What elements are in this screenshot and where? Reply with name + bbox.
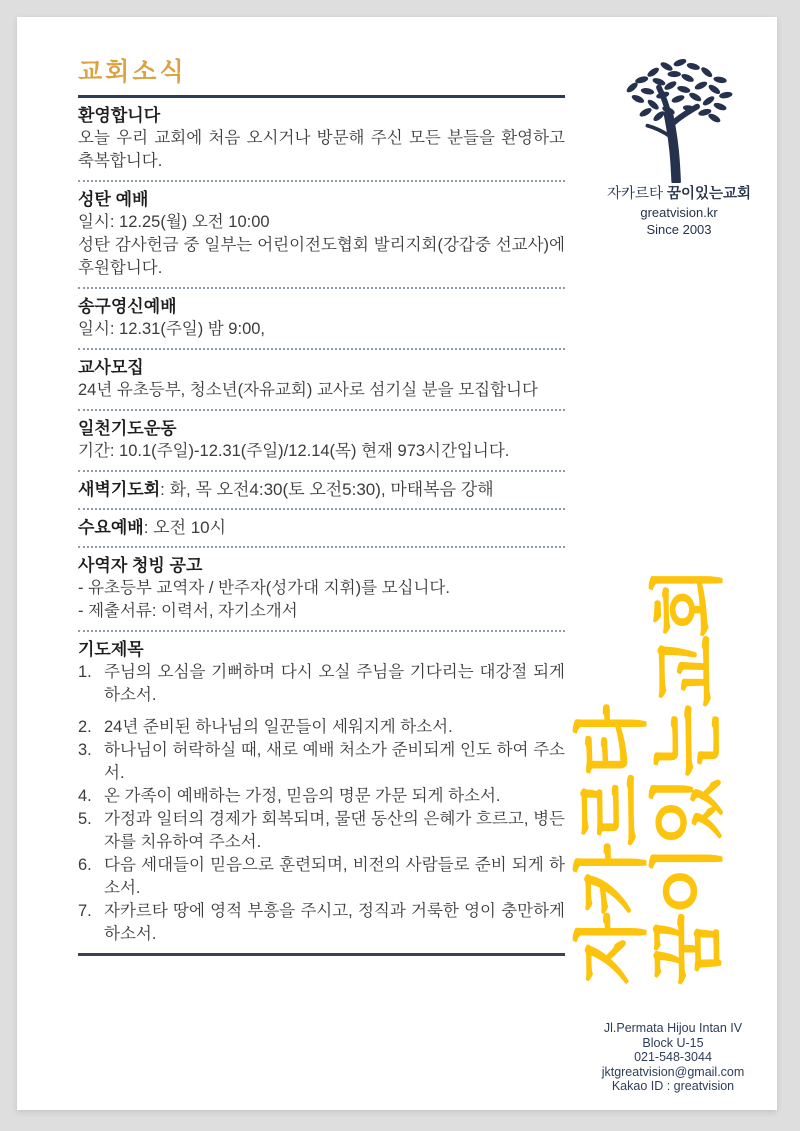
- banner-line-2: 꿈이있는교회: [646, 568, 729, 985]
- prayer-item-text: 온 가족이 예배하는 가정, 믿음의 명문 가문 되게 하소서.: [104, 787, 501, 805]
- section-new-year-eve-service: [78, 289, 565, 350]
- page-title: 교회소식: [78, 58, 187, 86]
- church-since: Since 2003: [646, 222, 712, 237]
- prayer-item-text: 주님의 오심을 기뻐하며 다시 오실 주님을 기다리는 대강절 되게 하소서.: [104, 663, 565, 704]
- prayer-item-number: 1.: [78, 663, 92, 681]
- prayer-item-number: 5.: [78, 810, 92, 828]
- bulletin-page: [17, 17, 777, 1110]
- section-teacher-recruiting: [78, 350, 565, 411]
- section-heading: [78, 516, 565, 539]
- contact-block: [562, 1021, 784, 1094]
- prayer-item: [78, 661, 565, 707]
- church-tree-icon: [573, 55, 785, 183]
- contact-kakao-id: Kakao ID : greatvision: [611, 1079, 735, 1093]
- church-website: greatvision.kr: [640, 205, 718, 220]
- section-paragraph: 기간: 10.1(주일)-12.31(주일)/12.14(목) 현재 973시간입니다.: [78, 442, 510, 460]
- prayer-item-number: 7.: [78, 902, 92, 920]
- contact-phone: 021-548-3044: [634, 1050, 712, 1064]
- news-column: [78, 57, 565, 956]
- section-heading-bold: 수요예배: [78, 518, 144, 537]
- section-welcome: [78, 98, 565, 182]
- section-paragraph: 24년 유초등부, 청소년(자유교회) 교사로 섬기실 분을 모집합니다: [78, 381, 538, 399]
- section-christmas-service: [78, 182, 565, 289]
- section-heading: [78, 478, 565, 501]
- section-heading-bold: 새벽기도회: [78, 480, 161, 499]
- section-dawn-prayer: [78, 472, 565, 510]
- church-name-prefix: 자카르타: [606, 186, 667, 202]
- section-thousand-prayer-movement: [78, 411, 565, 472]
- prayer-item-number: 3.: [78, 741, 92, 759]
- prayer-item-text: 다음 세대들이 믿음으로 훈련되며, 비전의 사람들로 준비 되게 하소서.: [104, 856, 565, 897]
- contact-email: jktgreatvision@gmail.com: [601, 1064, 745, 1079]
- section-paragraph: 오늘 우리 교회에 처음 오시거나 방문해 주신 모든 분들을 환영하고 축복합니다.: [78, 129, 565, 170]
- prayer-item-text: 가정과 일터의 경제가 회복되며, 물댄 동산의 은혜가 흐르고, 병든 자를 치유하여 주소서.: [104, 810, 565, 851]
- prayer-item: [78, 739, 565, 785]
- section-heading-rest: : 화, 목 오전4:30(토 오전5:30), 마태복음 강해: [160, 480, 494, 499]
- section-wednesday-service: [78, 510, 565, 548]
- section-minister-call-notice: [78, 548, 565, 632]
- contact-address-line-1: Jl.Permata Hijou Intan IV: [603, 1021, 743, 1035]
- prayer-item-number: 6.: [78, 856, 92, 874]
- church-name: [573, 185, 785, 204]
- section-heading: 송구영신예배: [78, 297, 177, 316]
- section-heading: 사역자 청빙 공고: [78, 556, 203, 575]
- prayer-item-number: 4.: [78, 787, 92, 805]
- section-paragraph: - 제출서류: 이력서, 자기소개서: [78, 602, 298, 620]
- banner-line-1: 자카르타: [570, 707, 653, 985]
- prayer-item-text: 자카르타 땅에 영적 부흥을 주시고, 정직과 거룩한 영이 충만하게 하소서.: [104, 902, 565, 943]
- prayer-item-text: 하나님이 허락하실 때, 새로 예배 처소가 준비되게 인도 하여 주소서.: [104, 741, 565, 782]
- section-paragraph: 성탄 감사헌금 중 일부는 어린이전도협회 발리지회(강갑중 선교사)에 후원합니다.: [78, 236, 565, 277]
- church-name-bold: 꿈이있는교회: [667, 186, 752, 202]
- section-paragraph: 일시: 12.25(월) 오전 10:00: [78, 213, 270, 231]
- prayer-item-number: 2.: [78, 718, 92, 736]
- section-heading: 환영합니다: [78, 106, 161, 125]
- prayer-item-text: 24년 준비된 하나님의 일꾼들이 세워지게 하소서.: [104, 718, 453, 736]
- section-heading: 성탄 예배: [78, 190, 149, 209]
- prayer-item: [78, 716, 565, 739]
- section-prayer-topics: [78, 632, 565, 956]
- section-paragraph: 일시: 12.31(주일) 밤 9:00,: [78, 320, 266, 338]
- contact-address-line-2: Block U-15: [642, 1035, 704, 1050]
- prayer-item: [78, 854, 565, 900]
- section-heading-rest: : 오전 10시: [143, 518, 227, 537]
- vertical-church-name-banner: [570, 568, 729, 985]
- section-heading: 일천기도운동: [78, 419, 177, 438]
- prayer-item: [78, 900, 565, 946]
- section-heading: 기도제목: [78, 640, 144, 659]
- prayer-item: [78, 808, 565, 854]
- section-paragraph: - 유초등부 교역자 / 반주자(성가대 지휘)를 모십니다.: [78, 579, 450, 597]
- church-logo-block: [573, 55, 785, 238]
- section-heading: 교사모집: [78, 358, 144, 377]
- prayer-item: [78, 785, 565, 808]
